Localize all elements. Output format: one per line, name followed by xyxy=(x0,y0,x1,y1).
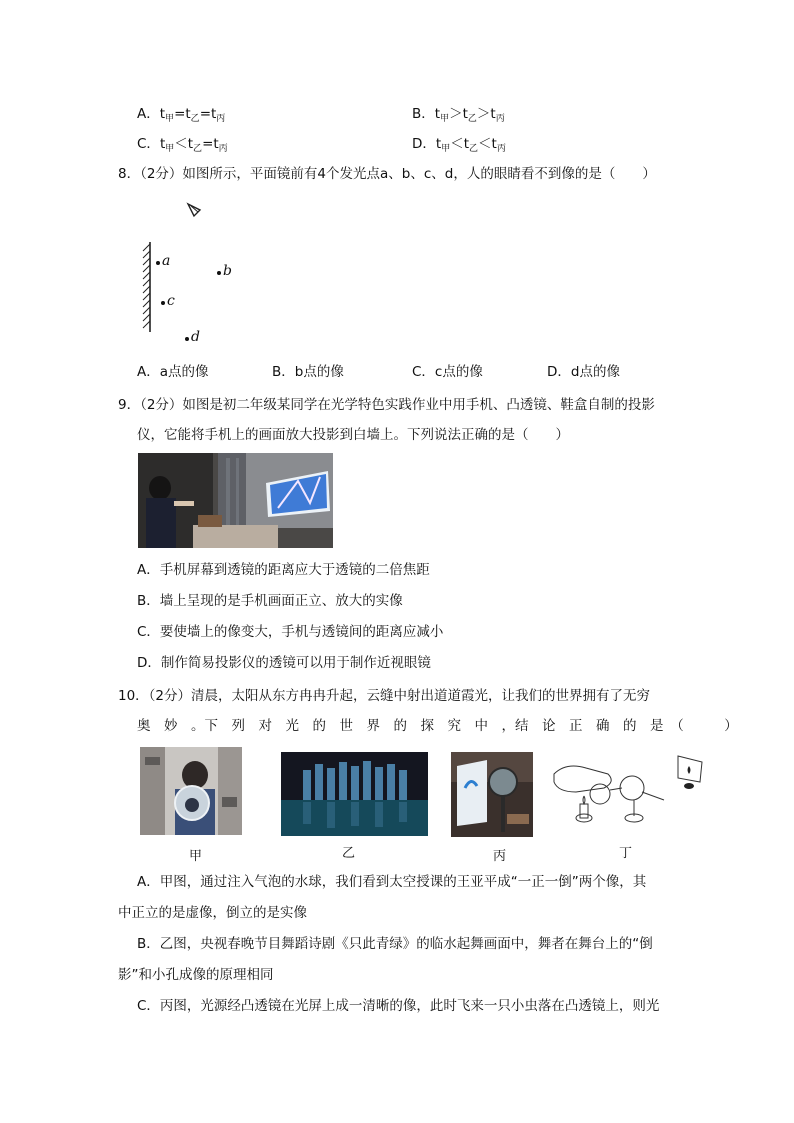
label-b: b xyxy=(223,263,232,279)
q10-figure-yi xyxy=(281,752,428,836)
caption-jia: 甲 xyxy=(189,849,203,864)
q10-figure-jia xyxy=(140,747,242,835)
q8-option-b: B．b点的像 xyxy=(272,364,344,380)
caption-ding: 丁 xyxy=(619,846,633,861)
q9-stem-line1: 9．（2分）如图是初二年级某同学在光学特色实践作业中用手机、凸透镜、鞋盒自制的投影 xyxy=(118,397,655,413)
q8-option-c: C．c点的像 xyxy=(412,364,483,380)
q10-option-a-line1: A．甲图，通过注入气泡的水球，我们看到太空授课的王亚平成“一正一倒”两个像，其 xyxy=(137,874,647,890)
candle-lens-screen-diagram xyxy=(546,752,706,842)
q10-option-c-line1: C．丙图，光源经凸透镜在光屏上成一清晰的像，此时飞来一只小虫落在凸透镜上，则光 xyxy=(137,998,660,1014)
q10-figure-bing xyxy=(451,752,533,837)
q9-option-d: D．制作简易投影仪的透镜可以用于制作近视眼镜 xyxy=(137,655,431,671)
q8-stem: 8．（2分）如图所示，平面镜前有4个发光点a、b、c、d，人的眼睛看不到像的是（ ） xyxy=(118,166,656,182)
q9-projector-photo xyxy=(138,453,333,548)
q10-option-b-line2: 影”和小孔成像的原理相同 xyxy=(118,967,274,983)
q8-option-d: D．d点的像 xyxy=(547,364,620,380)
point-c xyxy=(161,301,165,305)
label-c: c xyxy=(167,293,175,309)
label-a: a xyxy=(162,253,171,269)
q9-option-a: A．手机屏幕到透镜的距离应大于透镜的二倍焦距 xyxy=(137,562,430,578)
point-b xyxy=(217,271,221,275)
eye-icon xyxy=(188,204,200,216)
q10-figure-ding xyxy=(546,752,706,842)
mirror-hatching xyxy=(143,244,150,328)
q7-option-a: A．$t_甲=t_乙=t_丙$ xyxy=(137,106,226,124)
projector-room-image xyxy=(138,453,333,548)
water-ball-image xyxy=(140,747,242,835)
q9-option-c: C．要使墙上的像变大，手机与透镜间的距离应减小 xyxy=(137,624,444,640)
q9-stem-line2: 仪，它能将手机上的画面放大投影到白墙上。下列说法正确的是（ ） xyxy=(137,427,569,443)
point-d xyxy=(185,337,189,341)
q7-option-d: D．$t_甲<t_乙<t_丙$ xyxy=(412,136,506,154)
q8-option-a: A．a点的像 xyxy=(137,364,209,380)
caption-yi: 乙 xyxy=(342,846,356,861)
q10-stem-line1: 10．（2分）清晨，太阳从东方冉冉升起，云缝中射出道道霞光，让我们的世界拥有了无穷 xyxy=(118,688,651,704)
q10-option-b-line1: B．乙图，央视春晚节目舞蹈诗剧《只此青绿》的临水起舞画面中，舞者在舞台上的“倒 xyxy=(137,936,653,952)
q7-option-b: B．$t_甲>t_乙>t_丙$ xyxy=(412,106,505,124)
dance-stage-image xyxy=(281,752,428,836)
q7-option-c: C．$t_甲<t_乙=t_丙$ xyxy=(137,136,228,154)
q10-option-a-line2: 中正立的是虚像，倒立的是实像 xyxy=(118,905,307,921)
lens-screen-image xyxy=(451,752,533,837)
q8-mirror-figure xyxy=(136,196,256,356)
caption-bing: 丙 xyxy=(493,849,507,864)
q10-stem-line2: 奥 妙 。下 列 对 光 的 世 界 的 探 究 中 ，结 论 正 确 的 是 （ ） xyxy=(137,718,738,734)
label-d: d xyxy=(191,329,200,345)
q9-option-b: B．墙上呈现的是手机画面正立、放大的实像 xyxy=(137,593,403,609)
point-a xyxy=(156,261,160,265)
